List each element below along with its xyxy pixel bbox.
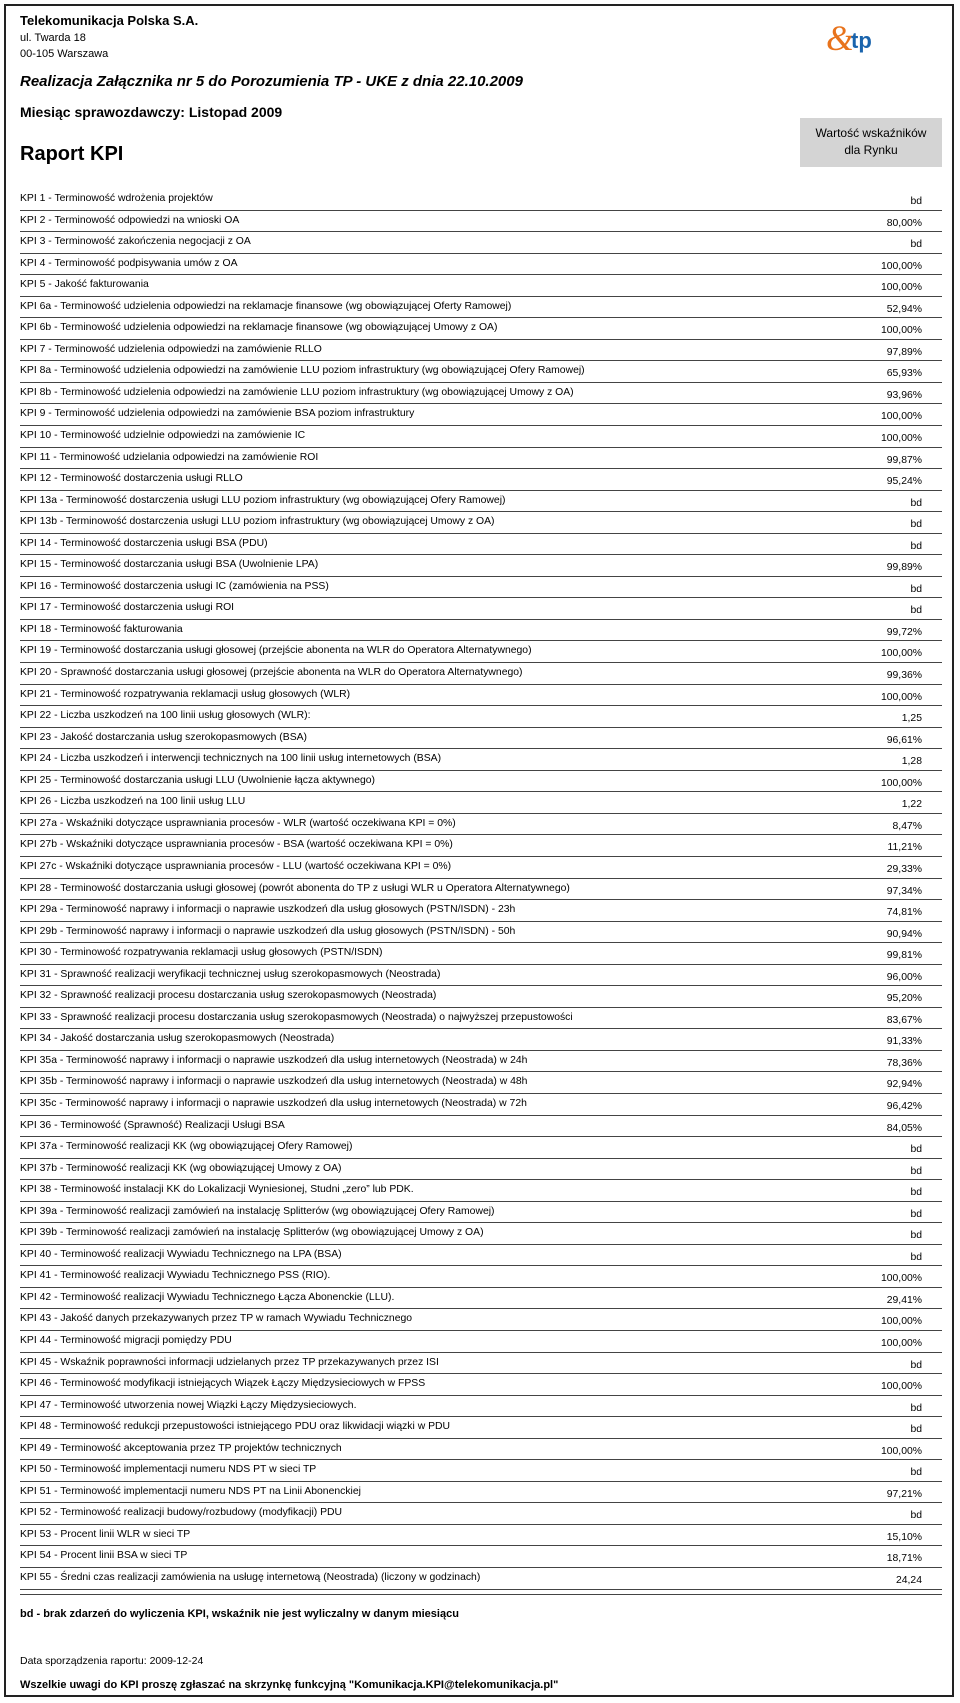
kpi-value: 99,89% [886, 562, 922, 574]
kpi-value: 1,28 [901, 756, 922, 768]
kpi-row [20, 1396, 942, 1418]
kpi-row [20, 943, 942, 965]
kpi-label: KPI 5 - Jakość fakturowania [20, 279, 149, 291]
kpi-label: KPI 1 - Terminowość wdrożenia projektów [20, 193, 213, 204]
kpi-row [20, 879, 942, 901]
kpi-label: KPI 33 - Sprawność realizacji procesu dostarczania usług szerokopasmowych (Neostrada) o najwyższej przepustowości [20, 1011, 573, 1023]
kpi-row [20, 835, 942, 857]
kpi-row [20, 1202, 942, 1224]
kpi-row [20, 577, 942, 599]
kpi-label: KPI 37b - Terminowość realizacji KK (wg obowiązującej Umowy z OA) [20, 1162, 342, 1174]
kpi-label: KPI 24 - Liczba uszkodzeń i interwencji technicznych na 100 linii usług internetowych (BSA) [20, 753, 442, 765]
kpi-label: KPI 7 - Terminowość udzielenia odpowiedzi na zamówienie RLLO [20, 343, 322, 355]
kpi-label: KPI 6a - Terminowość udzielenia odpowiedzi na reklamacje finansowe (wg obowiązującej Oferty Ramowej) [20, 300, 512, 312]
kpi-value: bd [910, 1402, 922, 1414]
kpi-value: 78,36% [886, 1057, 922, 1069]
kpi-label: KPI 41 - Terminowość realizacji Wywiadu Technicznego PSS (RIO). [20, 1270, 331, 1282]
kpi-label: KPI 22 - Liczba uszkodzeń na 100 linii usług głosowych (WLR): [20, 710, 311, 722]
kpi-value: 100,00% [880, 1445, 922, 1457]
kpi-value: 99,36% [886, 670, 922, 682]
kpi-value: 29,41% [886, 1294, 922, 1306]
kpi-row [20, 469, 942, 491]
kpi-label: KPI 29a - Terminowość naprawy i informacji o naprawie uszkodzeń dla usług głosowych (PSTN/ISDN) - 23h [20, 904, 516, 916]
kpi-row [20, 448, 942, 470]
kpi-row [20, 555, 942, 577]
kpi-row [20, 361, 942, 383]
kpi-row [20, 922, 942, 944]
kpi-label: KPI 34 - Jakość dostarczania usług szerokopasmowych (Neostrada) [20, 1033, 335, 1045]
kpi-label: KPI 4 - Terminowość podpisywania umów z OA [20, 257, 238, 269]
kpi-row [20, 771, 942, 793]
kpi-label: KPI 23 - Jakość dostarczania usług szerokopasmowych (BSA) [20, 731, 308, 743]
kpi-label: KPI 14 - Terminowość dostarczenia usługi BSA (PDU) [20, 537, 268, 549]
kpi-row [20, 900, 942, 922]
kpi-row [20, 318, 942, 340]
kpi-row [20, 254, 942, 276]
kpi-label: KPI 31 - Sprawność realizacji weryfikacji technicznej usług szerokopasmowych (Neostrada) [20, 968, 441, 980]
kpi-row [20, 1460, 942, 1482]
kpi-row [20, 189, 942, 211]
kpi-row [20, 297, 942, 319]
kpi-value: 15,10% [886, 1531, 922, 1543]
kpi-value: 80,00% [886, 217, 922, 229]
report-title: Realizacja Załącznika nr 5 do Porozumienia TP - UKE z dnia 22.10.2009 [20, 73, 523, 90]
kpi-value: 95,24% [886, 476, 922, 488]
kpi-row [20, 663, 942, 685]
kpi-label: KPI 37a - Terminowość realizacji KK (wg obowiązującej Ofery Ramowej) [20, 1141, 353, 1153]
address-city: 00-105 Warszawa [20, 48, 109, 60]
kpi-label: KPI 29b - Terminowość naprawy i informacji o naprawie uszkodzeń dla usług głosowych (PSTN/ISDN) - 50h [20, 925, 516, 937]
kpi-value: 97,34% [886, 885, 922, 897]
kpi-value: 93,96% [886, 389, 922, 401]
kpi-value: 97,21% [886, 1488, 922, 1500]
kpi-label: KPI 17 - Terminowość dostarczenia usługi ROI [20, 602, 235, 614]
kpi-row [20, 1417, 942, 1439]
kpi-label: KPI 13b - Terminowość dostarczenia usługi LLU poziom infrastruktury (wg obowiązującej Umowy z OA) [20, 516, 495, 528]
kpi-value: 74,81% [886, 907, 922, 919]
kpi-row [20, 1288, 942, 1310]
kpi-row [20, 275, 942, 297]
kpi-row [20, 340, 942, 362]
kpi-label: KPI 35c - Terminowość naprawy i informacji o naprawie uszkodzeń dla usług internetowych (Neostrada) w 72h [20, 1097, 527, 1109]
kpi-label: KPI 40 - Terminowość realizacji Wywiadu Technicznego na LPA (BSA) [20, 1248, 342, 1260]
svg-text:&: & [826, 20, 855, 56]
kpi-row [20, 792, 942, 814]
kpi-value: 100,00% [880, 433, 922, 445]
kpi-value: 1,25 [901, 713, 922, 725]
kpi-value: bd [910, 1230, 922, 1242]
kpi-value: 99,72% [886, 626, 922, 638]
kpi-value: 90,94% [886, 928, 922, 940]
kpi-row [20, 1072, 942, 1094]
kpi-label: KPI 39a - Terminowość realizacji zamówień na instalację Splitterów (wg obowiązującej Ofery Ramowej) [20, 1205, 495, 1217]
footer-divider [20, 1594, 942, 1595]
kpi-label: KPI 54 - Procent linii BSA w sieci TP [20, 1550, 188, 1562]
kpi-label: KPI 52 - Terminowość realizacji budowy/rozbudowy (modyfikacji) PDU [20, 1507, 343, 1519]
kpi-row [20, 534, 942, 556]
kpi-label: KPI 8a - Terminowość udzielenia odpowiedzi na zamówienie LLU poziom infrastruktury (wg obowiązującej Ofery Ramowej) [20, 365, 585, 377]
kpi-row [20, 1331, 942, 1353]
kpi-value: 95,20% [886, 993, 922, 1005]
kpi-row [20, 211, 942, 233]
kpi-label: KPI 43 - Jakość danych przekazywanych przez TP w ramach Wywiadu Technicznego [20, 1313, 413, 1325]
kpi-row [20, 728, 942, 750]
kpi-label: KPI 20 - Sprawność dostarczania usługi głosowej (przejście abonenta na WLR do Operatora Alternatywnego) [20, 667, 523, 679]
kpi-row [20, 814, 942, 836]
kpi-value: 100,00% [880, 260, 922, 272]
kpi-row [20, 641, 942, 663]
kpi-row [20, 426, 942, 448]
kpi-value: bd [910, 1510, 922, 1522]
kpi-row [20, 685, 942, 707]
kpi-label: KPI 6b - Terminowość udzielenia odpowiedzi na reklamacje finansowe (wg obowiązującej Umowy z OA) [20, 322, 498, 334]
kpi-value: 84,05% [886, 1122, 922, 1134]
kpi-row [20, 1094, 942, 1116]
kpi-value: 83,67% [886, 1014, 922, 1026]
kpi-value: 100,00% [880, 648, 922, 660]
kpi-label: KPI 16 - Terminowość dostarczenia usługi IC (zamówienia na PSS) [20, 580, 329, 592]
kpi-value: 96,42% [886, 1100, 922, 1112]
kpi-row [20, 598, 942, 620]
value-header-line2: dla Rynku [844, 143, 898, 157]
kpi-row [20, 1116, 942, 1138]
kpi-row [20, 1309, 942, 1331]
kpi-label: KPI 9 - Terminowość udzielenia odpowiedzi na zamówienie BSA poziom infrastruktury [20, 408, 415, 420]
kpi-list [20, 189, 942, 1590]
kpi-row [20, 1008, 942, 1030]
kpi-row [20, 1482, 942, 1504]
kpi-value: bd [910, 196, 922, 207]
kpi-value: bd [910, 239, 922, 251]
kpi-row [20, 1439, 942, 1461]
kpi-row [20, 383, 942, 405]
kpi-label: KPI 8b - Terminowość udzielenia odpowiedzi na zamówienie LLU poziom infrastruktury (wg obowiązującej Umowy z OA) [20, 386, 574, 398]
kpi-label: KPI 27b - Wskaźniki dotyczące usprawniania procesów - BSA (wartość oczekiwana KPI = 0%) [20, 839, 453, 851]
kpi-label: KPI 21 - Terminowość rozpatrywania reklamacji usług głosowych (WLR) [20, 688, 351, 700]
kpi-row [20, 1245, 942, 1267]
kpi-label: KPI 12 - Terminowość dostarczenia usługi RLLO [20, 473, 243, 485]
kpi-label: KPI 3 - Terminowość zakończenia negocjacji z OA [20, 236, 251, 248]
svg-text:tp: tp [851, 28, 872, 53]
kpi-row [20, 1223, 942, 1245]
kpi-value: bd [910, 583, 922, 595]
reporting-month: Miesiąc sprawozdawczy: Listopad 2009 [20, 104, 283, 120]
kpi-value: bd [910, 1251, 922, 1263]
kpi-label: KPI 45 - Wskaźnik poprawności informacji udzielanych przez TP przekazywanych przez ISI [20, 1356, 439, 1368]
kpi-row [20, 1159, 942, 1181]
kpi-value: bd [910, 1187, 922, 1199]
kpi-row [20, 706, 942, 728]
report-heading: Raport KPI [20, 143, 124, 165]
kpi-value: 100,00% [880, 1273, 922, 1285]
kpi-label: KPI 27c - Wskaźniki dotyczące usprawniania procesów - LLU (wartość oczekiwana KPI = 0%) [20, 860, 452, 872]
kpi-value: bd [910, 1144, 922, 1156]
kpi-row [20, 1266, 942, 1288]
value-header-line1: Wartość wskaźników [815, 126, 927, 140]
kpi-label: KPI 35b - Terminowość naprawy i informacji o naprawie uszkodzeń dla usług internetowych (Neostrada) w 48h [20, 1076, 528, 1088]
kpi-value: 100,00% [880, 777, 922, 789]
kpi-value: 96,00% [886, 971, 922, 983]
kpi-row [20, 1525, 942, 1547]
kpi-label: KPI 32 - Sprawność realizacji procesu dostarczania usług szerokopasmowych (Neostrada) [20, 990, 437, 1002]
kpi-label: KPI 26 - Liczba uszkodzeń na 100 linii usług LLU [20, 796, 246, 808]
contact-note: Wszelkie uwagi do KPI proszę zgłaszać na skrzynkę funkcyjną "Komunikacja.KPI@telekomunikacja.pl" [20, 1679, 559, 1691]
kpi-value: bd [910, 1424, 922, 1436]
kpi-row [20, 1137, 942, 1159]
kpi-value: 100,00% [880, 1381, 922, 1393]
kpi-label: KPI 36 - Terminowość (Sprawność) Realizacji Usługi BSA [20, 1119, 285, 1131]
kpi-label: KPI 2 - Terminowość odpowiedzi na wnioski OA [20, 214, 240, 226]
kpi-value: 65,93% [886, 368, 922, 380]
kpi-row [20, 986, 942, 1008]
tp-logo-icon [826, 20, 888, 56]
kpi-label: KPI 27a - Wskaźniki dotyczące usprawniania procesów - WLR (wartość oczekiwana KPI = 0%) [20, 817, 456, 829]
kpi-value: bd [910, 1208, 922, 1220]
kpi-label: KPI 47 - Terminowość utworzenia nowej Wiązki Łączy Międzysieciowych. [20, 1399, 357, 1411]
kpi-value: bd [910, 605, 922, 617]
kpi-value: bd [910, 1467, 922, 1479]
kpi-row [20, 1568, 942, 1590]
company-name: Telekomunikacja Polska S.A. [20, 13, 199, 28]
kpi-value: 100,00% [880, 411, 922, 423]
kpi-label: KPI 44 - Terminowość migracji pomiędzy PDU [20, 1334, 232, 1346]
kpi-value: 99,81% [886, 950, 922, 962]
kpi-value: 91,33% [886, 1036, 922, 1048]
kpi-label: KPI 42 - Terminowość realizacji Wywiadu Technicznego Łącza Abonenckie (LLU). [20, 1291, 395, 1303]
kpi-row [20, 512, 942, 534]
value-column-header [800, 118, 942, 167]
kpi-value: 24,24 [895, 1575, 922, 1586]
kpi-row [20, 620, 942, 642]
kpi-value: bd [910, 497, 922, 509]
kpi-value: 1,22 [901, 799, 922, 811]
kpi-label: KPI 39b - Terminowość realizacji zamówień na instalację Splitterów (wg obowiązującej Umowy z OA) [20, 1227, 484, 1239]
kpi-value: 96,61% [886, 734, 922, 746]
kpi-value: 99,87% [886, 454, 922, 466]
kpi-label: KPI 55 - Średni czas realizacji zamówienia na usługę internetową (Neostrada) (liczony w godzinach) [20, 1572, 481, 1583]
kpi-row [20, 749, 942, 771]
kpi-label: KPI 15 - Terminowość dostarczania usługi BSA (Uwolnienie LPA) [20, 559, 319, 571]
kpi-row [20, 1546, 942, 1568]
kpi-row [20, 1051, 942, 1073]
kpi-label: KPI 49 - Terminowość akceptowania przez TP projektów technicznych [20, 1442, 342, 1454]
kpi-value: 100,00% [880, 1337, 922, 1349]
kpi-label: KPI 19 - Terminowość dostarczania usługi głosowej (przejście abonenta na WLR do Operatora Alternatywnego) [20, 645, 532, 657]
kpi-label: KPI 48 - Terminowość redukcji przepustowości istniejącego PDU oraz likwidacji wiązki w PDU [20, 1421, 451, 1433]
bd-legend-note: bd - brak zdarzeń do wyliczenia KPI, wskaźnik nie jest wyliczalny w danym miesiącu [20, 1608, 459, 1620]
kpi-row [20, 1353, 942, 1375]
kpi-row [20, 491, 942, 513]
kpi-value: 52,94% [886, 303, 922, 315]
kpi-label: KPI 53 - Procent linii WLR w sieci TP [20, 1528, 191, 1540]
kpi-value: 8,47% [892, 820, 922, 832]
kpi-label: KPI 38 - Terminowość instalacji KK do Lokalizacji Wyniesionej, Studni „zero” lub PDK. [20, 1184, 414, 1196]
kpi-value: 100,00% [880, 1316, 922, 1328]
kpi-label: KPI 18 - Terminowość fakturowania [20, 623, 183, 635]
kpi-label: KPI 50 - Terminowość implementacji numeru NDS PT w sieci TP [20, 1464, 317, 1476]
kpi-value: bd [910, 1165, 922, 1177]
address-street: ul. Twarda 18 [20, 32, 86, 44]
kpi-label: KPI 11 - Terminowość udzielania odpowiedzi na zamówienie ROI [20, 451, 319, 463]
kpi-row [20, 232, 942, 254]
kpi-label: KPI 28 - Terminowość dostarczania usługi głosowej (powrót abonenta do TP z usługi WLR u Operatora Alternatywnego) [20, 882, 570, 894]
kpi-label: KPI 46 - Terminowość modyfikacji istniejących Wiązek Łączy Międzysieciowych w FPSS [20, 1378, 426, 1390]
kpi-row [20, 1374, 942, 1396]
kpi-label: KPI 25 - Terminowość dostarczania usługi LLU (Uwolnienie łącza aktywnego) [20, 774, 375, 786]
kpi-value: 11,21% [887, 842, 922, 854]
kpi-row [20, 965, 942, 987]
kpi-label: KPI 35a - Terminowość naprawy i informacji o naprawie uszkodzeń dla usług internetowych (Neostrada) w 24h [20, 1054, 528, 1066]
report-date: Data sporządzenia raportu: 2009-12-24 [20, 1655, 204, 1667]
kpi-row [20, 1180, 942, 1202]
kpi-row [20, 1029, 942, 1051]
kpi-value: 100,00% [880, 325, 922, 337]
kpi-value: 29,33% [886, 863, 922, 875]
kpi-value: 100,00% [880, 282, 922, 294]
kpi-value: bd [910, 519, 922, 531]
kpi-label: KPI 10 - Terminowość udzielnie odpowiedzi na zamówienie IC [20, 430, 306, 442]
kpi-label: KPI 30 - Terminowość rozpatrywania reklamacji usług głosowych (PSTN/ISDN) [20, 947, 383, 959]
kpi-value: bd [910, 1359, 922, 1371]
kpi-row [20, 404, 942, 426]
kpi-value: 18,71% [886, 1553, 922, 1565]
kpi-label: KPI 13a - Terminowość dostarczenia usługi LLU poziom infrastruktury (wg obowiązującej Ofery Ramowej) [20, 494, 506, 506]
kpi-row [20, 857, 942, 879]
kpi-label: KPI 51 - Terminowość implementacji numeru NDS PT na Linii Abonenckiej [20, 1485, 361, 1497]
kpi-row [20, 1503, 942, 1525]
kpi-value: 92,94% [886, 1079, 922, 1091]
kpi-value: bd [910, 540, 922, 552]
kpi-value: 97,89% [886, 346, 922, 358]
kpi-value: 100,00% [880, 691, 922, 703]
